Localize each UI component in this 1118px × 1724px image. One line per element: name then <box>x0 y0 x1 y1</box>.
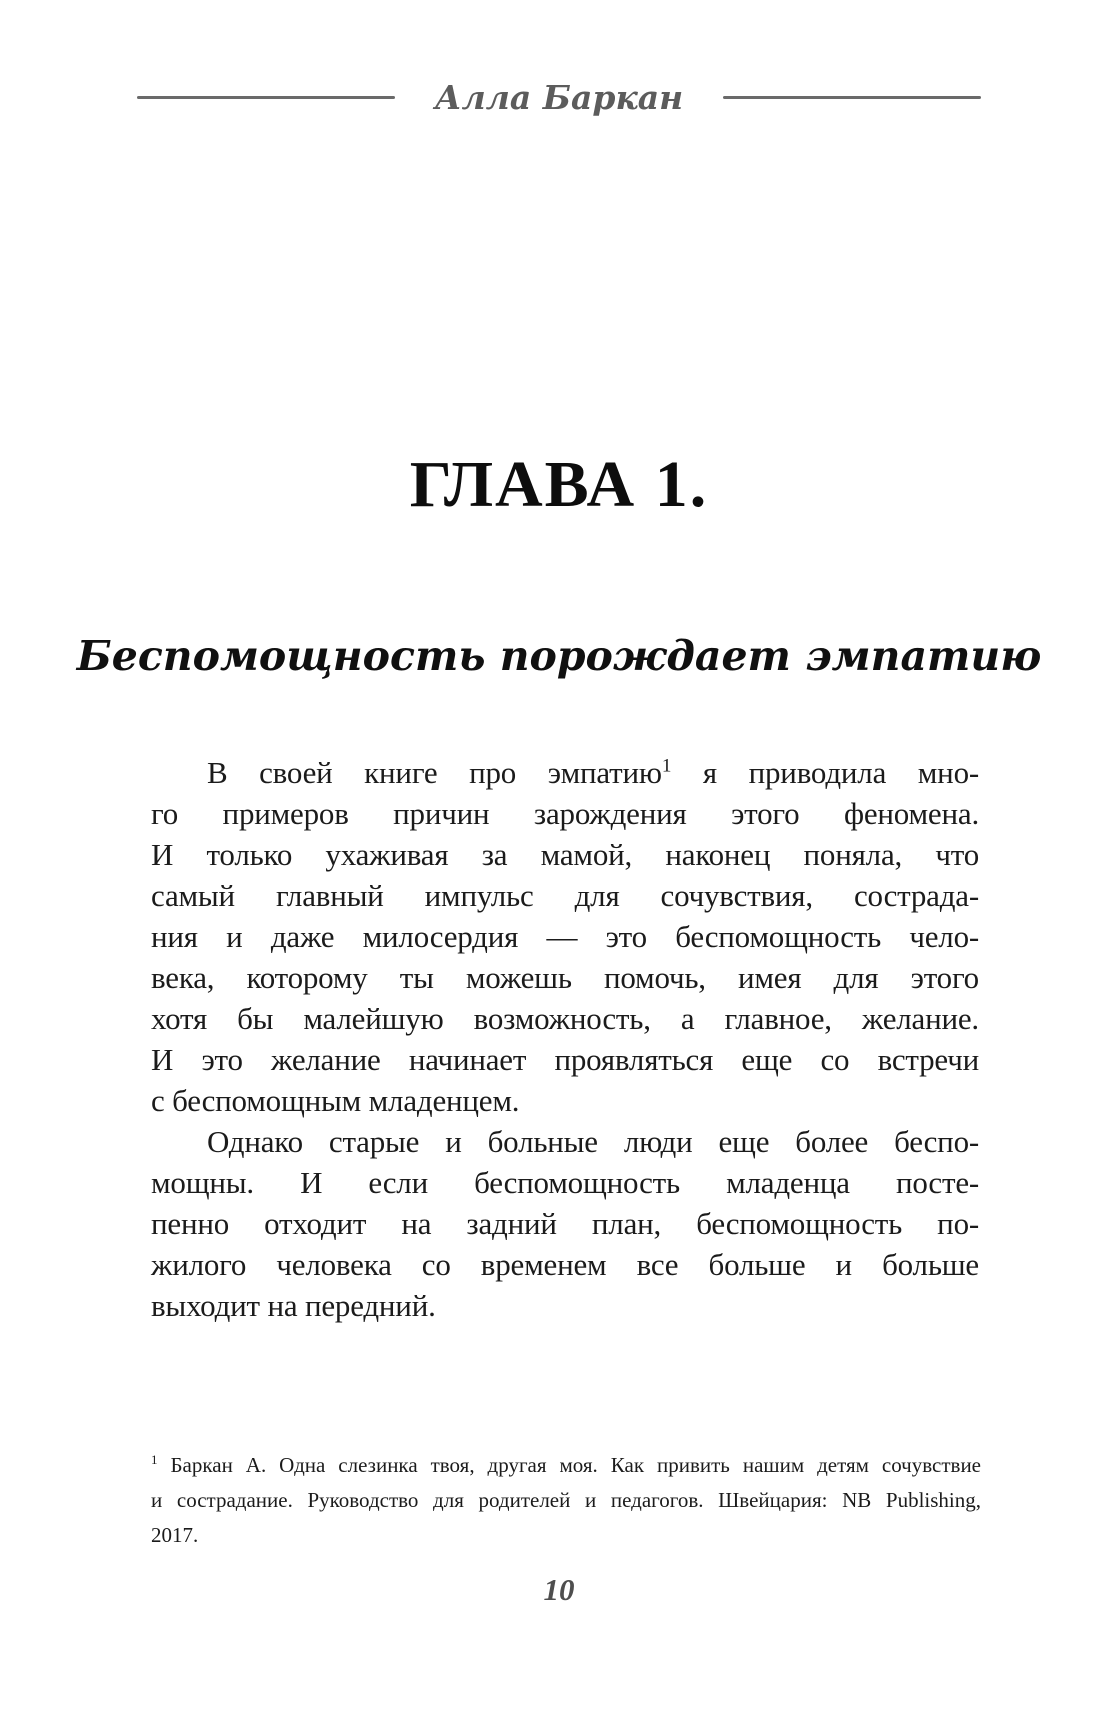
body-line: И только ухаживая за мамой, наконец поняла, что <box>151 837 979 872</box>
footnote-marker: 1 <box>151 1452 158 1467</box>
body-line: го примеров причин зарождения этого феномена. <box>151 796 979 831</box>
header-rule-right <box>723 96 981 99</box>
body-line: с беспомощным младенцем. <box>151 1083 520 1118</box>
body-line: хотя бы малейшую возможность, а главное, желание. <box>151 1001 979 1036</box>
body-line-text: я приводила мно- <box>702 755 979 790</box>
paragraph-1 <box>151 752 979 1121</box>
running-header <box>0 78 1118 117</box>
body-line: И это желание начинает проявляться еще со встречи <box>151 1042 979 1077</box>
body-line: выходит на передний. <box>151 1288 436 1323</box>
footnote-line-text: Баркан А. Одна слезинка твоя, другая моя. Как привить нашим детям сочувствие <box>170 1453 982 1477</box>
body-line: ния и даже милосердия — это беспомощность чело- <box>151 919 979 954</box>
page-number: 10 <box>543 1572 575 1607</box>
body-line: самый главный импульс для сочувствия, сострада- <box>151 878 979 913</box>
body-line: жилого человека со временем все больше и больше <box>151 1247 979 1282</box>
footnote-reference: 1 <box>661 755 672 777</box>
section-title: Беспомощность порождает эмпатию <box>76 632 1042 680</box>
footnote <box>151 1448 981 1553</box>
body-line-text: В своей книге про эмпатию <box>207 755 662 790</box>
chapter-title: ГЛАВА 1. <box>409 448 709 521</box>
body-line: мощны. И если беспомощность младенца посте- <box>151 1165 979 1200</box>
author-name: Алла Баркан <box>434 78 684 117</box>
paragraph-2 <box>151 1121 979 1326</box>
body-text <box>151 752 979 1326</box>
footnote-line: и сострадание. Руководство для родителей и педагогов. Швейцария: NB Publishing, <box>151 1488 981 1512</box>
body-line: Однако старые и больные люди еще более беспо- <box>207 1124 979 1159</box>
footnote-line: 2017. <box>151 1523 199 1547</box>
body-line: века, которому ты можешь помочь, имея для этого <box>151 960 979 995</box>
body-line <box>151 752 979 793</box>
body-line: пенно отходит на задний план, беспомощность по- <box>151 1206 979 1241</box>
footnote-line <box>151 1448 981 1483</box>
header-rule-left <box>137 96 395 99</box>
